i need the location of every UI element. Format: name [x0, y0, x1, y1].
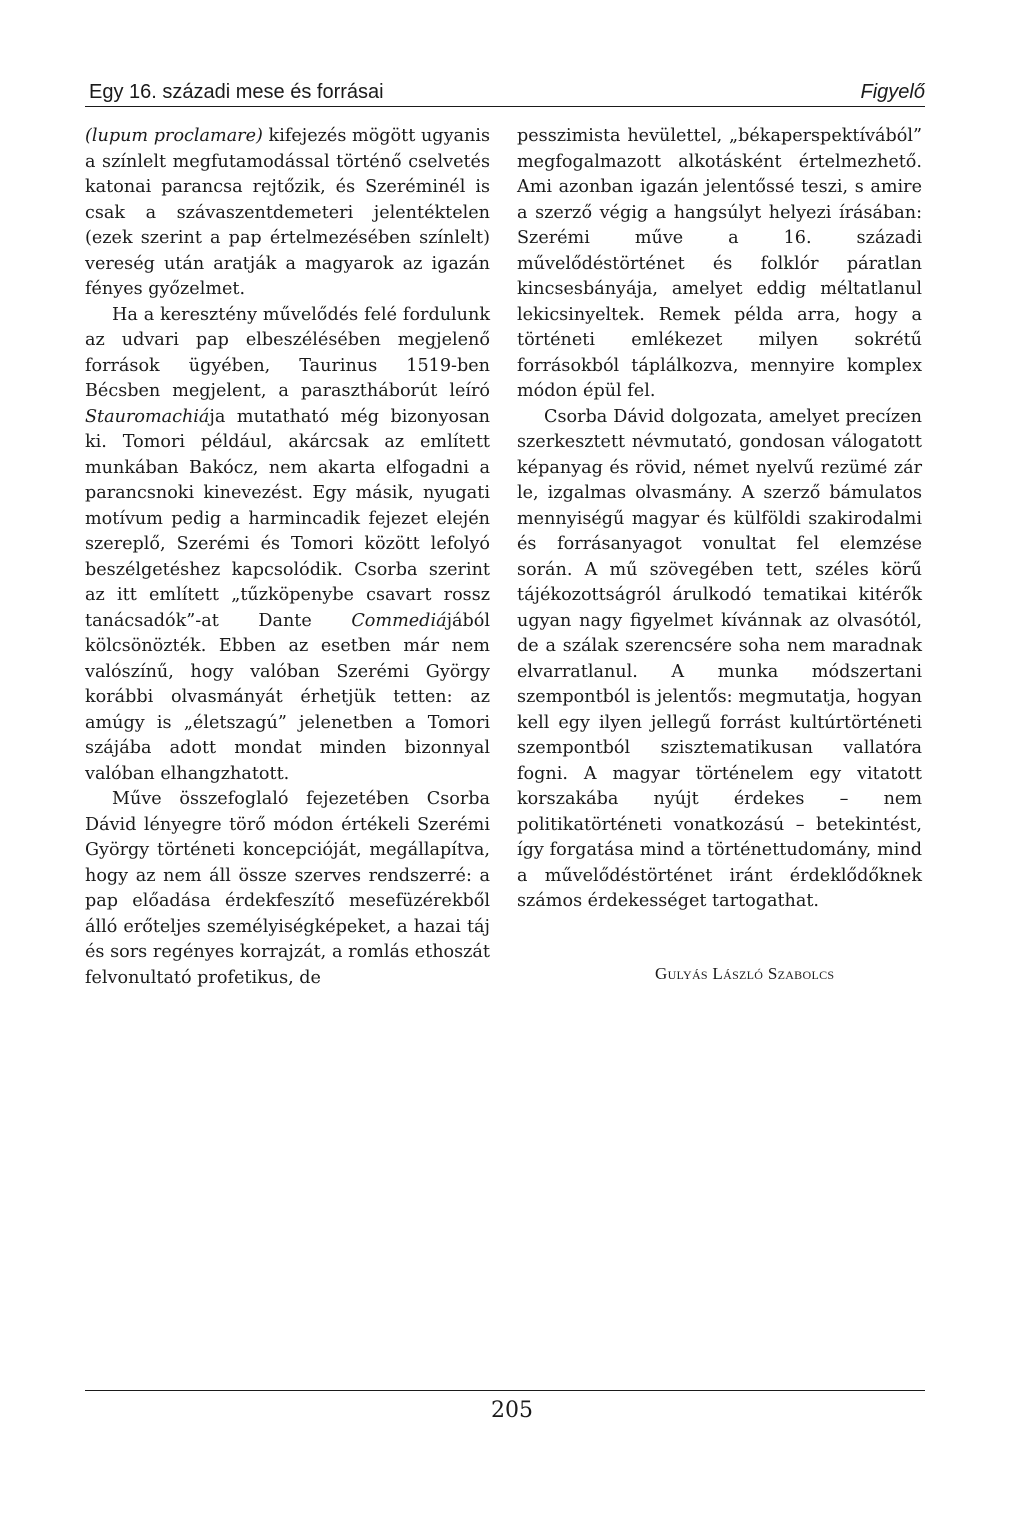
paragraph-text: Ha a keresztény művelődés felé fordulunk az udvari pap elbeszélésében megjelenő források ügyében, Taurinus 1519-ben Bécsben megjelent, a parasztháborút leíró: [85, 304, 490, 401]
running-header: [85, 82, 925, 107]
paragraph-text: ja mutatható még bizonyosan ki. Tomori például, akárcsak az említett munkában Bakócz, nem akarta elfogadni a parancsnoki kinevezést. Egy másik, nyugati motívum pedig a harmincadik fejezet elején szereplő, Szerémi és Tomori között lefolyó beszélgetéshez kapcsolódik. Csorba szerint az itt említett „tűzköpenybe csavart rossz tanácsadók”-at Dante: [85, 406, 490, 631]
footer-divider: [85, 1390, 925, 1391]
paragraph: [85, 124, 490, 303]
page-number: 205: [491, 1398, 533, 1423]
paragraph-text: kifejezés mögött ugyanis a színlelt megfutamodással történő cselvetés katonai parancsa rejtőzik, és Szeréminél is csak a szávaszentdemeteri jelentéktelen (ezek szerint a pap értelmezésében színlelt) vereség után aratják a magyarok az igazán fényes győzelmet.: [85, 126, 490, 299]
paragraph: Műve összefoglaló fejezetében Csorba Dávid lényegre törő módon értékeli Szerémi György történeti koncepcióját, megállapítva, hogy az nem áll össze szerves rendszerré: a pap előadása érdekfeszítő mesefüzérekből álló erőteljes személyiségképeket, a hazai táj és sors regényes korrajzát, a romlás ethoszát felvonultató profetikus, de: [85, 789, 490, 988]
italic-phrase: (lupum proclamare): [85, 126, 263, 146]
left-column: [85, 124, 490, 991]
italic-title: Stauromachiá: [85, 406, 210, 427]
paragraph: [85, 303, 490, 788]
running-title: Egy 16. századi mese és forrásai: [89, 81, 384, 103]
italic-title: Commediá: [351, 610, 447, 631]
author-signature: Gulyás László Szabolcs: [655, 964, 835, 983]
paragraph: pesszimista hevülettel, „békaperspektívából” megfogalmazott alkotásként értelmezhető. Ami azonban igazán jelentőssé teszi, s amire a szerző végig a hangsúlyt helyezi írásában: Szerémi műve a 16. századi művelődéstörténet és folklór páratlan kincsesbányája, amelyet eddig méltatlanul lekicsinyeltek. Remek példa arra, hogy a történeti emlékezet milyen sokrétű forrásokból táplálkozva, mennyire komplex módon épül fel.: [517, 126, 922, 401]
right-column: [517, 124, 922, 915]
section-name: Figyelő: [860, 81, 925, 103]
paragraph-text: jából kölcsönözték. Ebben az esetben már nem valószínű, hogy valóban Szerémi György korábbi olvasmányát érhetjük tetten: az amúgy is „életszagú” jelenetben a Tomori szájába adott mondat minden bizonnyal valóban elhangzhatott.: [85, 610, 490, 784]
paragraph: Csorba Dávid dolgozata, amelyet precízen szerkesztett névmutató, gondosan válogatott képanyag és rövid, német nyelvű rezümé zár le, izgalmas olvasmány. A szerző bámulatos mennyiségű magyar és külföldi szakirodalmi és forrásanyagot vonultat fel elemzése során. A mű szövegében tett, széles körű tájékozottságról árulkodó tematikai kitérők ugyan nagy figyelmet kívánnak az olvasótól, de a szálak szerencsére soha nem maradnak elvarratlanul. A munka módszertani szempontból is jelentős: megmutatja, hogyan kell egy ilyen jellegű forrást kultúrtörténeti szempontból szisztematikusan vallatóra fogni. A magyar történelem egy vitatott korszakába nyújt érdekes – nem politikatörténeti vonatkozású – betekintést, így forgatása mind a történettudomány, mind a művelődéstörténet iránt érdeklődőknek számos érdekességet tartogathat.: [517, 406, 922, 911]
